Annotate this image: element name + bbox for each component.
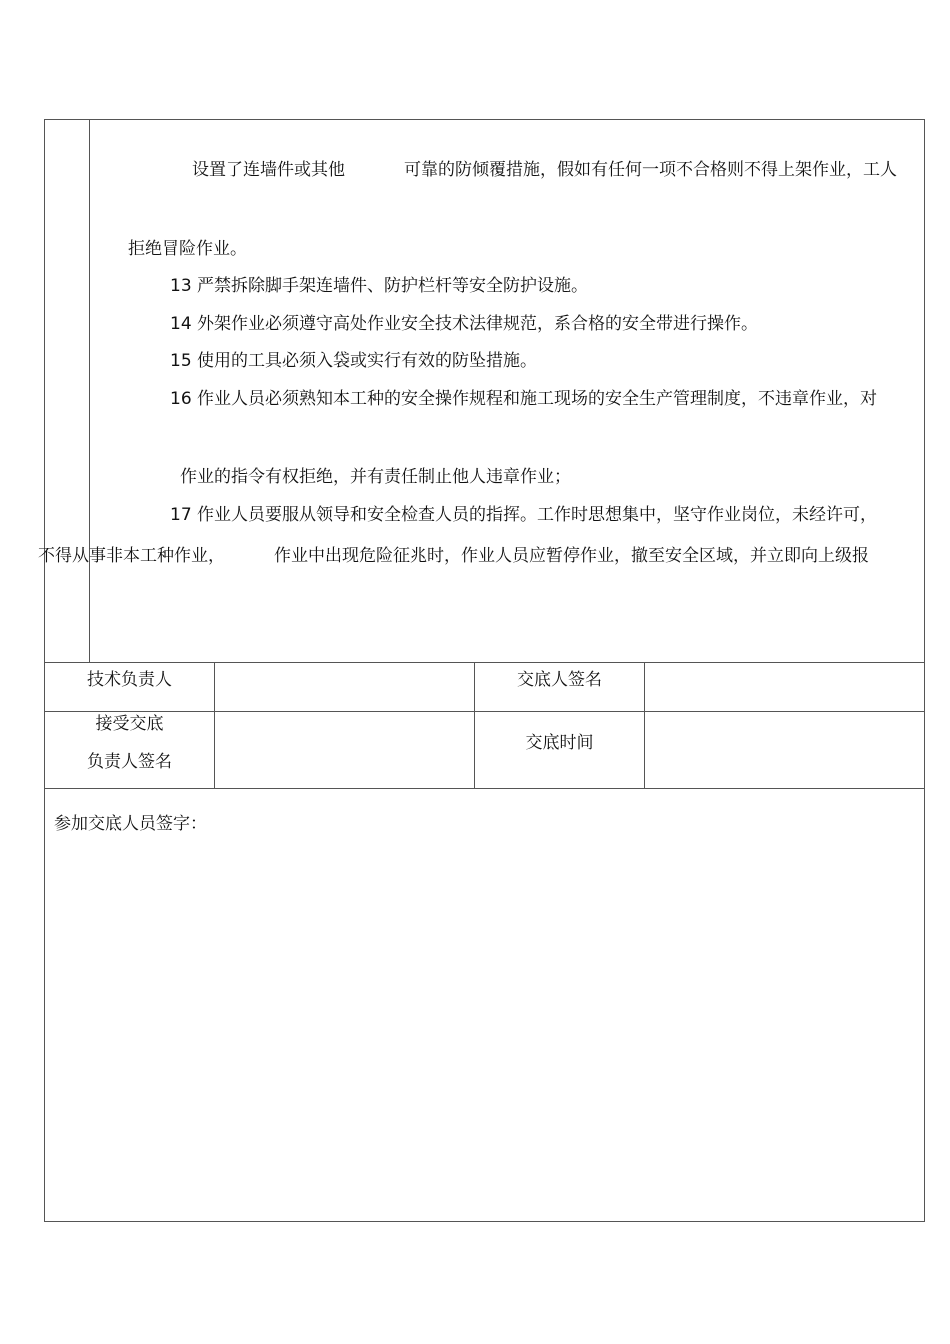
body-item-15: 15 使用的工具必须入袋或实行有效的防坠措施。	[170, 351, 538, 371]
body-item-17: 17 作业人员要服从领导和安全检查人员的指挥。工作时思想集中，坚守作业岗位，未经许可，	[170, 505, 878, 525]
tech-lead-label: 技术负责人	[87, 670, 172, 690]
body-line-2: 拒绝冒险作业。	[128, 239, 247, 259]
receiver-label-line-1: 接受交底	[95, 714, 164, 734]
body-item-16: 16 作业人员必须熟知本工种的安全操作规程和施工现场的安全生产管理制度，不违章作业，对	[170, 389, 878, 409]
body-line-1b: 可靠的防倾覆措施，假如有任何一项不合格则不得上架作业，工人	[404, 160, 897, 180]
body-item-13: 13 严禁拆除脚手架连墙件、防护栏杆等安全防护设施。	[170, 276, 589, 296]
body-item-14: 14 外架作业必须遵守高处作业安全技术法律规范，系合格的安全带进行操作。	[170, 314, 759, 334]
brief-time-label: 交底时间	[525, 733, 594, 753]
participants-label: 参加交底人员签字：	[54, 814, 207, 834]
body-line-1a: 设置了连墙件或其他	[192, 160, 345, 180]
receiver-label-line-2: 负责人签名	[87, 752, 172, 772]
table-right-border	[924, 119, 925, 1222]
body-item-17-continuation-b: 作业中出现危险征兆时，作业人员应暂停作业，撤至安全区域，并立即向上级报	[274, 546, 869, 566]
body-item-17-continuation-a: 不得从事非本工种作业，	[38, 546, 225, 566]
briefer-sign-label: 交底人签名	[517, 670, 602, 690]
body-item-16-continuation: 作业的指令有权拒绝，并有责任制止他人违章作业；	[180, 467, 571, 487]
